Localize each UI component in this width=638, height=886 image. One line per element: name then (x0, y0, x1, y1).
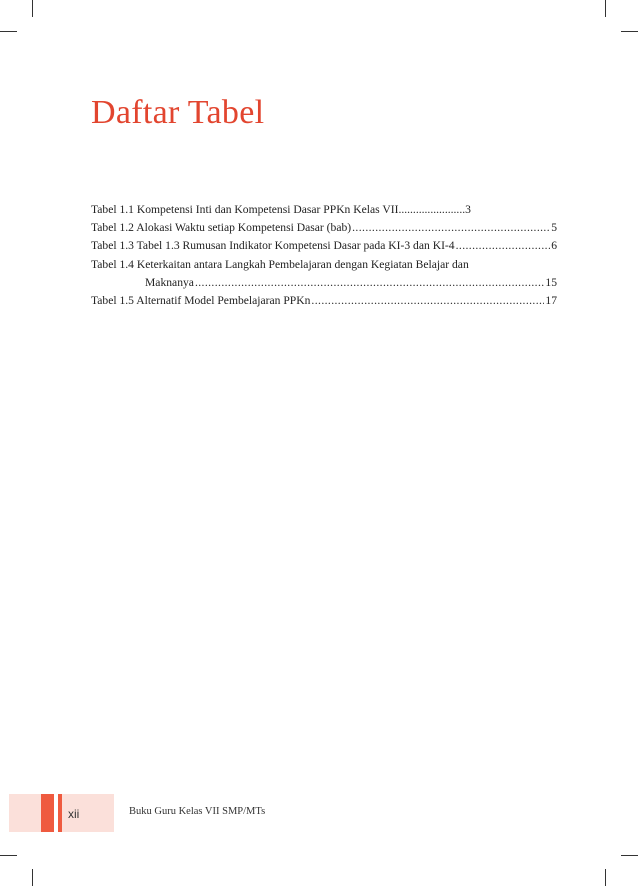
dot-leader (195, 274, 544, 292)
crop-mark (0, 31, 17, 32)
dot-leader (311, 292, 544, 310)
crop-mark (0, 855, 17, 856)
list-item[interactable] (91, 219, 557, 237)
book-title: Buku Guru Kelas VII SMP/MTs (129, 806, 266, 817)
entry-label: Tabel 1.2 Alokasi Waktu setiap Kompetensi Dasar (bab) (91, 221, 352, 235)
crop-mark (32, 0, 33, 17)
entry-page: ...3 (456, 203, 471, 216)
footer-accent-bar (41, 794, 54, 832)
crop-mark (32, 869, 33, 886)
entry-label: Tabel 1.3 Tabel 1.3 Rumusan Indikator Kompetensi Dasar pada KI-3 dan KI-4 (91, 239, 455, 253)
entry-page: 6 (551, 239, 557, 253)
entry-page: 5 (551, 221, 557, 235)
entry-label: Tabel 1.1 Kompetensi Inti dan Kompetensi Dasar PPKn Kelas VII.................... (91, 203, 457, 216)
list-item[interactable] (91, 201, 557, 219)
crop-mark (605, 869, 606, 886)
page-title: Daftar Tabel (91, 94, 265, 131)
page-number: xii (68, 807, 80, 821)
entry-label: Tabel 1.5 Alternatif Model Pembelajaran PPKn (91, 294, 311, 308)
entry-label: Tabel 1.4 Keterkaitan antara Langkah Pembelajaran dengan Kegiatan Belajar dan (91, 257, 469, 271)
entry-page: 15 (545, 275, 557, 289)
crop-mark (621, 855, 638, 856)
entry-page: 17 (545, 294, 557, 308)
list-item[interactable] (91, 256, 557, 292)
crop-mark (621, 31, 638, 32)
dot-leader (456, 237, 551, 255)
entry-label-continuation: Maknanya (145, 275, 194, 289)
footer-accent (9, 794, 41, 832)
table-list (91, 201, 557, 310)
list-item[interactable] (91, 292, 557, 310)
dot-leader (352, 219, 550, 237)
list-item[interactable] (91, 237, 557, 255)
crop-mark (605, 0, 606, 17)
